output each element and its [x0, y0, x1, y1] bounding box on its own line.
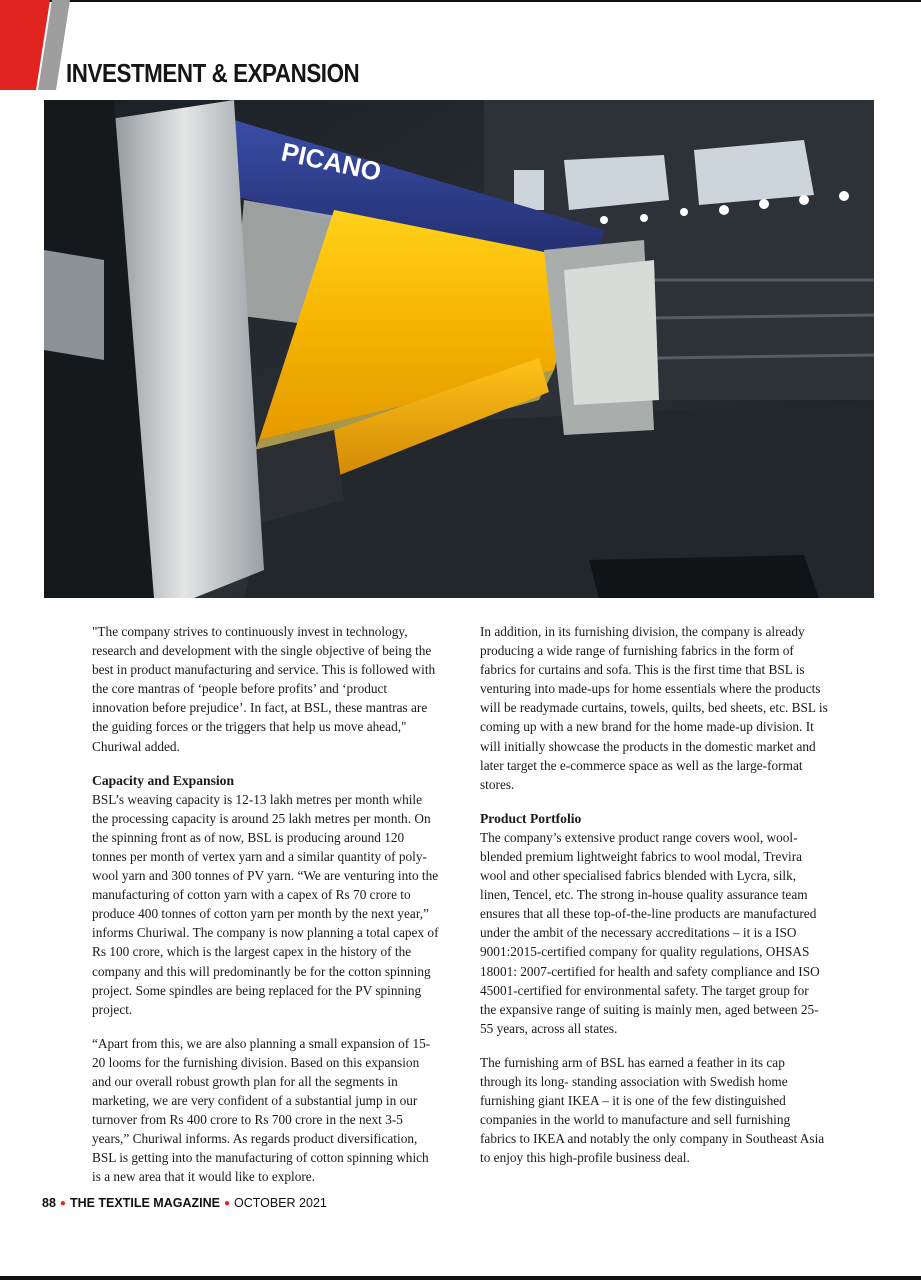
page-number: 88	[42, 1196, 56, 1210]
quote-intro-paragraph: "The company strives to continuously invest in technology, research and development with the single objective of being the best in product manufacturing and service. This is followed with the core mantras of ‘people before profits’ and ‘product innovation before prejudice’. In fact, at BSL, these mantras are the guiding forces or the triggers that help us move ahead," Churiwal added.	[92, 624, 436, 754]
capacity-paragraph: BSL’s weaving capacity is 12-13 lakh metres per month while the processing capacity is around 25 lakh metres per month. On the spinning front as of now, BSL is producing around 120 tonnes per month of vertex yarn and a similar quantity of poly-wool yarn and 300 tonnes of PV yarn. “We are venturing into the manufacturing of cotton yarn with a capex of Rs 70 crore to produce 400 tonnes of cotton yarn per month by the next year,” informs Churiwal. The company is now planning a total capex of Rs 100 crore, which is the largest capex in the history of the company and this will predominantly be for the cotton spinning project. Some spindles are being replaced for the PV spinning project.	[92, 791, 439, 1017]
expansion-paragraph: “Apart from this, we are also planning a small expansion of 15-20 looms for the furnishing division. Based on this expansion and our overall robust growth plan for all the segments in marketing, we are very confident of a substantial jump in our turnover from Rs 400 crore to Rs 700 crore in the next 3-5 years,” Churiwal informs. As regards product diversification, BSL is getting into the manufacturing of cotton spinning which is a new area that it would like to explore.	[92, 1035, 431, 1185]
section-title: INVESTMENT & EXPANSION	[66, 58, 360, 88]
red-bullet-icon: ●	[223, 1198, 230, 1209]
red-bullet-icon: ●	[59, 1198, 66, 1209]
top-border-rule	[0, 0, 921, 2]
loom-photo	[44, 100, 874, 598]
red-accent-tab	[0, 0, 70, 90]
furnishing-paragraph: In addition, in its furnishing division, the company is already producing a wide range of furnishing fabrics in the form of fabrics for curtains and sofa. This is the first time that BSL is venturing into made-ups for home essentials where the products will be readymade curtains, towels, quilts, bed sheets, etc. BSL is coming up with a new brand for the home made-up division. It will initially showcase the products in the domestic market and later target the e-commerce space as well as the large-format stores.	[480, 624, 828, 792]
bottom-border-rule	[0, 1276, 921, 1280]
heading-product-portfolio: Product Portfolio	[480, 810, 582, 826]
article-right-column	[480, 622, 828, 1182]
heading-capacity-expansion: Capacity and Expansion	[92, 772, 235, 788]
page-footer	[42, 1196, 327, 1210]
ikea-paragraph: The furnishing arm of BSL has earned a feather in its cap through its long- standing association with Swedish home furnishing giant IKEA – it is one of the few distinguished companies in the world to manufacture and sell furnishing fabrics to IKEA and notably the only company in Southeast Asia to enjoy this high-profile business deal.	[480, 1054, 825, 1166]
portfolio-paragraph: The company’s extensive product range covers wool, wool-blended premium lightweight fabrics to wool modal, Trevira wool and other specialised fabrics blended with Lycra, silk, linen, Tencel, etc. The strong in-house quality assurance team ensures that all these top-of-the-line products are manufactured under the ambit of the necessary accreditations – it is a ISO 9001:2015-certified company for quality regulations, OHSAS 18001: 2007-certified for health and safety compliance and ISO 45001-certified for environmental safety. The target group for the expansive range of suiting is mainly men, aged between 25-55 years, across all states.	[480, 829, 820, 1036]
issue-date: OCTOBER 2021	[234, 1196, 327, 1210]
article-left-column	[92, 622, 440, 1202]
magazine-name: THE TEXTILE MAGAZINE	[69, 1196, 220, 1210]
machine-brand-label: PICANO	[278, 136, 384, 187]
